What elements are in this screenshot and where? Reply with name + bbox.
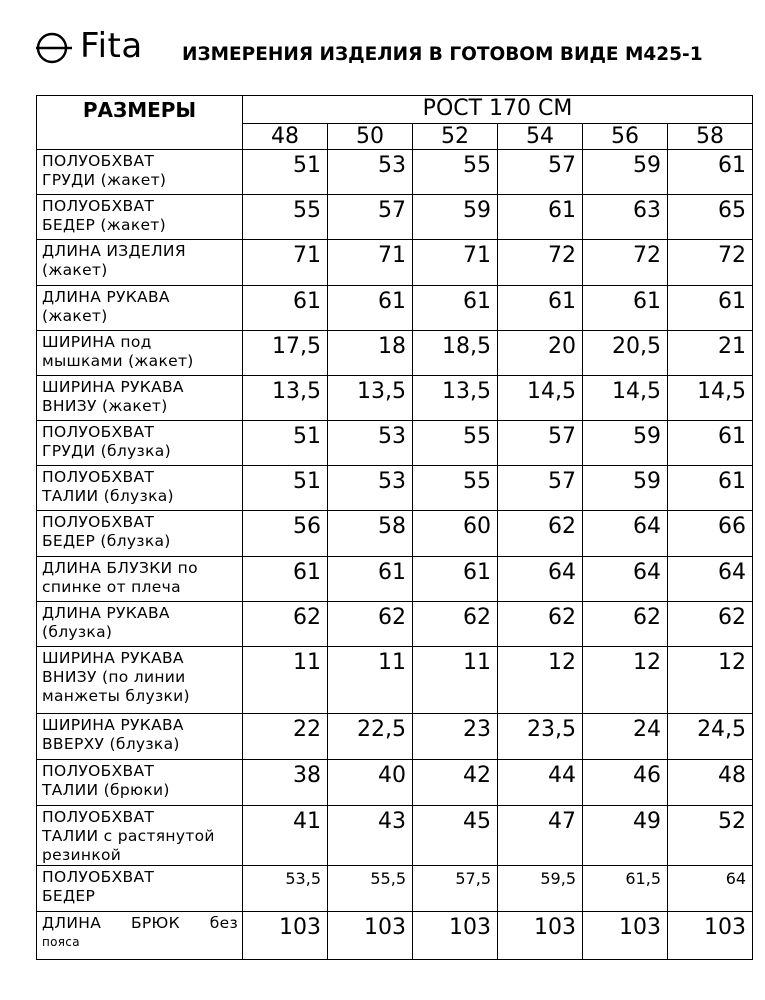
measurement-value: 22 xyxy=(243,714,328,760)
measurement-value: 61 xyxy=(668,421,753,466)
measurement-label-line: ВВЕРХУ (блузка) xyxy=(42,735,180,753)
measurement-label-line: ДЛИНА РУКАВА xyxy=(42,288,170,306)
measurement-value: 62 xyxy=(328,602,413,647)
measurement-value: 55 xyxy=(413,150,498,195)
logo-mark-icon xyxy=(34,28,74,68)
measurement-value: 53 xyxy=(328,421,413,466)
measurement-value: 20,5 xyxy=(583,331,668,376)
measurement-label-line: ДЛИНА БЛУЗКИ по xyxy=(42,559,198,577)
measurement-value: 61 xyxy=(668,466,753,511)
measurement-value: 55 xyxy=(413,421,498,466)
measurement-value: 71 xyxy=(328,240,413,286)
sizes-header: РАЗМЕРЫ xyxy=(37,96,243,150)
measurement-label xyxy=(37,286,243,331)
measurement-value: 72 xyxy=(498,240,583,286)
measurement-label-line: ПОЛУОБХВАТ xyxy=(42,808,155,826)
measurement-value: 13,5 xyxy=(328,376,413,421)
measurement-label xyxy=(37,376,243,421)
measurement-label xyxy=(37,602,243,647)
measurement-value: 62 xyxy=(583,602,668,647)
measurement-value: 66 xyxy=(668,511,753,557)
measurement-label-line: манжеты блузки) xyxy=(42,687,190,705)
measurement-label-line: БЕДЕР (жакет) xyxy=(42,216,166,234)
measurement-value: 11 xyxy=(413,647,498,714)
measurement-label-line: ГРУДИ (жакет) xyxy=(42,171,167,189)
measurement-value: 61 xyxy=(498,286,583,331)
measurement-value: 103 xyxy=(243,912,328,960)
measurement-label-line: ПОЛУОБХВАТ xyxy=(42,762,155,780)
measurement-label xyxy=(37,714,243,760)
measurement-label-line: ПОЛУОБХВАТ xyxy=(42,868,155,886)
measurement-value: 57 xyxy=(498,466,583,511)
table-row xyxy=(37,466,753,511)
measurement-value: 14,5 xyxy=(668,376,753,421)
table-row xyxy=(37,195,753,240)
measurement-label-line: резинкой xyxy=(42,846,122,864)
measurement-value: 62 xyxy=(243,602,328,647)
size-chart-table xyxy=(36,95,753,960)
measurement-label xyxy=(37,511,243,557)
measurement-label-line: ТАЛИИ с растянутой xyxy=(42,827,215,845)
header-row-height xyxy=(37,96,753,124)
measurement-value: 62 xyxy=(498,511,583,557)
measurement-label-line: ВНИЗУ (по линии xyxy=(42,668,186,686)
measurement-value: 11 xyxy=(243,647,328,714)
measurement-value: 12 xyxy=(668,647,753,714)
measurement-label xyxy=(37,240,243,286)
measurement-value: 59,5 xyxy=(498,866,583,912)
measurement-value: 64 xyxy=(583,511,668,557)
measurement-value: 57,5 xyxy=(413,866,498,912)
measurement-label-line: ШИРИНА РУКАВА xyxy=(42,378,184,396)
measurement-label-line: мышками (жакет) xyxy=(42,352,194,370)
measurement-value: 43 xyxy=(328,806,413,866)
size-header: 52 xyxy=(413,124,498,150)
measurement-value: 63 xyxy=(583,195,668,240)
measurement-value: 103 xyxy=(498,912,583,960)
table-row xyxy=(37,760,753,806)
table-row xyxy=(37,376,753,421)
measurement-value: 61 xyxy=(498,195,583,240)
measurement-label-line: пояса xyxy=(42,935,80,949)
measurement-value: 65 xyxy=(668,195,753,240)
measurement-value: 51 xyxy=(243,421,328,466)
measurement-value: 59 xyxy=(583,421,668,466)
measurement-value: 64 xyxy=(668,866,753,912)
measurement-value: 21 xyxy=(668,331,753,376)
table-row xyxy=(37,421,753,466)
measurement-value: 64 xyxy=(498,557,583,602)
measurement-value: 44 xyxy=(498,760,583,806)
measurement-value: 55,5 xyxy=(328,866,413,912)
measurement-value: 61 xyxy=(243,557,328,602)
measurement-value: 40 xyxy=(328,760,413,806)
measurement-value: 72 xyxy=(583,240,668,286)
measurement-value: 61 xyxy=(668,150,753,195)
size-header: 50 xyxy=(328,124,413,150)
measurement-label-line: ВНИЗУ (жакет) xyxy=(42,397,168,415)
measurement-label-line: (жакет) xyxy=(42,307,108,325)
table-row xyxy=(37,331,753,376)
measurement-value: 64 xyxy=(668,557,753,602)
table-row xyxy=(37,511,753,557)
size-header: 48 xyxy=(243,124,328,150)
table-row xyxy=(37,912,753,960)
measurement-value: 13,5 xyxy=(243,376,328,421)
measurement-value: 55 xyxy=(413,466,498,511)
measurement-value: 23,5 xyxy=(498,714,583,760)
measurement-label-line: БЕДЕР xyxy=(42,887,96,905)
measurement-value: 71 xyxy=(243,240,328,286)
measurement-value: 62 xyxy=(668,602,753,647)
measurement-label-line: ТАЛИИ (блузка) xyxy=(42,487,174,505)
table-row xyxy=(37,866,753,912)
measurement-value: 61 xyxy=(328,557,413,602)
measurement-label-line: ПОЛУОБХВАТ xyxy=(42,468,155,486)
measurement-value: 57 xyxy=(498,421,583,466)
measurement-label-line: спинке от плеча xyxy=(42,578,181,596)
measurement-value: 62 xyxy=(413,602,498,647)
measurement-label xyxy=(37,557,243,602)
table-row xyxy=(37,647,753,714)
measurement-label xyxy=(37,866,243,912)
size-header: 58 xyxy=(668,124,753,150)
measurement-value: 48 xyxy=(668,760,753,806)
measurement-value: 72 xyxy=(668,240,753,286)
measurement-label xyxy=(37,912,243,960)
table-row xyxy=(37,557,753,602)
measurement-label xyxy=(37,421,243,466)
measurement-label-line: (жакет) xyxy=(42,261,108,279)
measurement-value: 61 xyxy=(668,286,753,331)
measurement-value: 64 xyxy=(583,557,668,602)
measurement-label xyxy=(37,150,243,195)
measurement-value: 46 xyxy=(583,760,668,806)
size-header: 54 xyxy=(498,124,583,150)
size-header: 56 xyxy=(583,124,668,150)
measurement-label-line: ШИРИНА РУКАВА xyxy=(42,649,184,667)
measurement-value: 42 xyxy=(413,760,498,806)
measurement-value: 71 xyxy=(413,240,498,286)
measurement-value: 61 xyxy=(413,286,498,331)
measurement-value: 57 xyxy=(328,195,413,240)
measurement-label-line: ГРУДИ (блузка) xyxy=(42,442,171,460)
measurement-label-line: БЕДЕР (блузка) xyxy=(42,532,171,550)
measurement-value: 59 xyxy=(583,150,668,195)
measurement-value: 12 xyxy=(498,647,583,714)
measurement-value: 58 xyxy=(328,511,413,557)
measurement-value: 103 xyxy=(413,912,498,960)
measurement-label-line: ПОЛУОБХВАТ xyxy=(42,513,155,531)
measurement-value: 61 xyxy=(328,286,413,331)
page-header xyxy=(0,0,765,90)
measurement-label xyxy=(37,195,243,240)
measurement-label-line: ДЛИНА РУКАВА xyxy=(42,604,170,622)
measurement-value: 59 xyxy=(583,466,668,511)
measurement-value: 24,5 xyxy=(668,714,753,760)
measurement-value: 45 xyxy=(413,806,498,866)
measurement-label-line: ПОЛУОБХВАТ xyxy=(42,423,155,441)
measurement-value: 24 xyxy=(583,714,668,760)
measurement-value: 41 xyxy=(243,806,328,866)
measurement-value: 60 xyxy=(413,511,498,557)
measurement-value: 13,5 xyxy=(413,376,498,421)
measurement-value: 57 xyxy=(498,150,583,195)
brand-logo xyxy=(34,24,164,68)
table-row xyxy=(37,240,753,286)
measurement-value: 56 xyxy=(243,511,328,557)
measurement-value: 103 xyxy=(583,912,668,960)
measurement-value: 53 xyxy=(328,466,413,511)
measurement-value: 51 xyxy=(243,150,328,195)
measurement-value: 61 xyxy=(583,286,668,331)
measurement-value: 38 xyxy=(243,760,328,806)
measurement-label xyxy=(37,806,243,866)
measurement-value: 51 xyxy=(243,466,328,511)
measurement-value: 14,5 xyxy=(583,376,668,421)
measurement-label xyxy=(37,647,243,714)
measurement-value: 18,5 xyxy=(413,331,498,376)
measurement-value: 53,5 xyxy=(243,866,328,912)
measurement-label-line: ТАЛИИ (брюки) xyxy=(42,781,170,799)
measurement-label-line: ПОЛУОБХВАТ xyxy=(42,152,155,170)
table-row xyxy=(37,714,753,760)
measurement-label-line: ШИРИНА под xyxy=(42,333,152,351)
measurement-value: 53 xyxy=(328,150,413,195)
measurement-label-line: ШИРИНА РУКАВА xyxy=(42,716,184,734)
measurement-label-line: ДЛИНА БРЮК без xyxy=(42,914,238,932)
measurement-value: 23 xyxy=(413,714,498,760)
measurement-value: 14,5 xyxy=(498,376,583,421)
measurement-label-line: (блузка) xyxy=(42,623,113,641)
measurement-value: 62 xyxy=(498,602,583,647)
measurement-value: 52 xyxy=(668,806,753,866)
measurement-label xyxy=(37,466,243,511)
measurement-value: 18 xyxy=(328,331,413,376)
measurement-value: 61 xyxy=(413,557,498,602)
measurement-value: 55 xyxy=(243,195,328,240)
logo-text: Fita xyxy=(80,26,143,66)
measurement-value: 11 xyxy=(328,647,413,714)
page-title: ИЗМЕРЕНИЯ ИЗДЕЛИЯ В ГОТОВОМ ВИДЕ М425-1 xyxy=(182,44,703,65)
measurement-value: 59 xyxy=(413,195,498,240)
measurement-value: 103 xyxy=(328,912,413,960)
measurement-label-line: ДЛИНА ИЗДЕЛИЯ xyxy=(42,242,186,260)
measurement-value: 49 xyxy=(583,806,668,866)
measurement-value: 12 xyxy=(583,647,668,714)
measurement-value: 47 xyxy=(498,806,583,866)
measurement-value: 22,5 xyxy=(328,714,413,760)
measurement-label-line: ПОЛУОБХВАТ xyxy=(42,197,155,215)
measurement-value: 61,5 xyxy=(583,866,668,912)
table-row xyxy=(37,150,753,195)
table-row xyxy=(37,602,753,647)
measurement-label xyxy=(37,331,243,376)
measurement-value: 61 xyxy=(243,286,328,331)
measurement-value: 17,5 xyxy=(243,331,328,376)
measurement-label xyxy=(37,760,243,806)
height-header: РОСТ 170 СМ xyxy=(243,96,753,124)
measurement-value: 103 xyxy=(668,912,753,960)
table-row xyxy=(37,286,753,331)
measurement-value: 20 xyxy=(498,331,583,376)
table-row xyxy=(37,806,753,866)
